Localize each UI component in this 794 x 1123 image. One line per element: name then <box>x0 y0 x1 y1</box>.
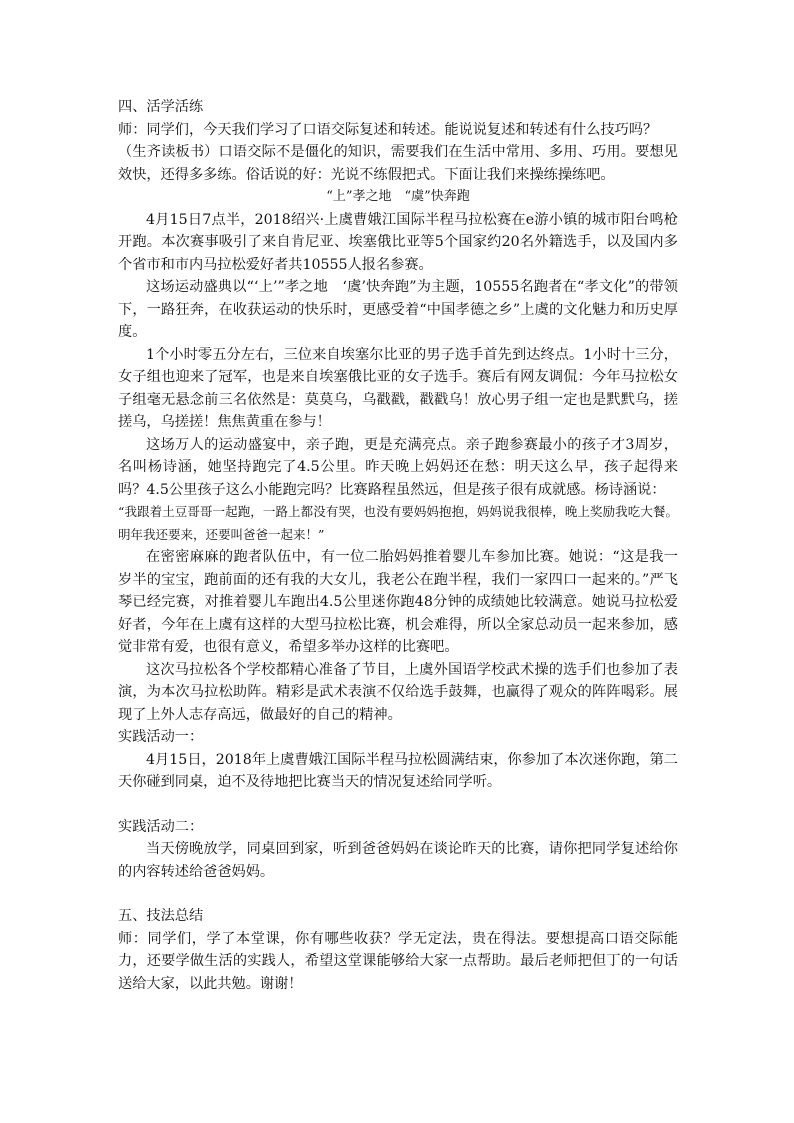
article-paragraph-4: 这场万人的运动盛宴中，亲子跑，更是充满亮点。亲子跑参赛最小的孩子才3周岁，名叫杨诗涵，她坚持跑完了4.5公里。昨天晚上妈妈还在愁：明天这么早，孩子起得来吗？4.5公里孩子这么小能跑完吗？比赛路程虽然远，但是孩子很有成就感。杨诗涵说： <box>118 436 678 498</box>
summary-text: 师：同学们，学了本堂课，你有哪些收获？学无定法，贵在得法。要想提高口语交际能力，还要学做生活的实践人，希望这堂课能够给大家一点帮助。最后老师把但丁的一句话送给大家，以此共勉。谢谢！ <box>118 930 678 992</box>
article-title: “上”孝之地 “虞”快奔跑 <box>326 189 470 204</box>
activity1-text: 4月15日，2018年上虞曹娥江国际半程马拉松圆满结束，你参加了本次迷你跑，第二天你碰到同桌，迫不及待地把比赛当天的情况复述给同学听。 <box>118 751 678 790</box>
spacer <box>118 883 678 905</box>
article-paragraph-3: 1个小时零五分左右，三位来自埃塞尔比亚的男子选手首先到达终点。1小时十三分，女子组也迎来了冠军，也是来自埃塞俄比亚的女子选手。赛后有网友调侃：今年马拉松女子组毫无悬念前三名依然是：莫莫乌，乌戳戳，戳戳乌！放心男子组一定也是黓黓乌，搓搓乌，乌搓搓！焦焦黄重在参与！ <box>118 346 678 430</box>
spacer <box>118 794 678 816</box>
class-reading-note: （生齐读板书）口语交际不是僵化的知识，需要我们在生活中常用、多用、巧用。要想见效快，还得多多练。俗话说的好：光说不练假把式。下面让我们来操练操练吧。 <box>118 144 678 183</box>
article-paragraph-6: 这次马拉松各个学校都精心准备了节目，上虞外国语学校武术操的选手们也参加了表演，为本次马拉松助阵。精彩是武术表演不仅给选手鼓舞，也赢得了观众的阵阵喝彩。展现了上外人志存高远，做最好的自己的精神。 <box>118 661 678 723</box>
section5-heading: 五、技法总结 <box>118 908 204 924</box>
activity2-text: 当天傍晚放学，同桌回到家，听到爸爸妈妈在谈论昨天的比赛，请你把同学复述给你的内容转述给爸爸妈妈。 <box>118 841 678 880</box>
document-page <box>118 96 678 995</box>
article-paragraph-2: 这场运动盛典以“‘上’”孝之地 ‘虞’快奔跑”为主题，10555名跑者在“孝文化”的带领下，一路狂奔，在收获运动的快乐时，更感受着“中国孝德之乡”上虞的文化魅力和历史厚度。 <box>118 279 678 340</box>
article-paragraph-5: 在密密麻麻的跑者队伍中，有一位二胎妈妈推着婴儿车参加比赛。她说：“这是我一岁半的宝宝，跑前面的还有我的大女儿，我老公在跑半程，我们一家四口一起来的。”严飞琴已经完赛，对推着婴儿车跑出4.5公里迷你跑48分钟的成绩她比较满意。她说马拉松爱好者，今年在上虞有这样的大型马拉松比赛，机会难得，所以全家总动员一起来参加，感觉非常有爱，也很有意义，希望多举办这样的比赛吧。 <box>118 549 678 655</box>
article-paragraph-1: 4月15日7点半，2018绍兴·上虞曹娥江国际半程马拉松赛在e游小镇的城市阳台鸣枪开跑。本次赛事吸引了来自肯尼亚、埃塞俄比亚等5个国家约20名外籍选手，以及国内多个省市和市内马拉松爱好者共10555人报名参赛。 <box>118 211 678 273</box>
child-quote: “我跟着土豆哥哥一起跑，一路上都没有哭，也没有要妈妈抱抱，妈妈说我很棒，晚上奖励我吃大餐。明年我还要来，还要叫爸爸一起来！” <box>118 504 678 542</box>
section4-heading: 四、活学活练 <box>118 99 204 115</box>
activity1-heading: 实践活动一： <box>118 729 204 745</box>
teacher-intro: 师：同学们，今天我们学习了口语交际复述和转述。能说说复述和转述有什么技巧吗？ <box>118 121 658 138</box>
activity2-heading: 实践活动二： <box>118 818 204 835</box>
